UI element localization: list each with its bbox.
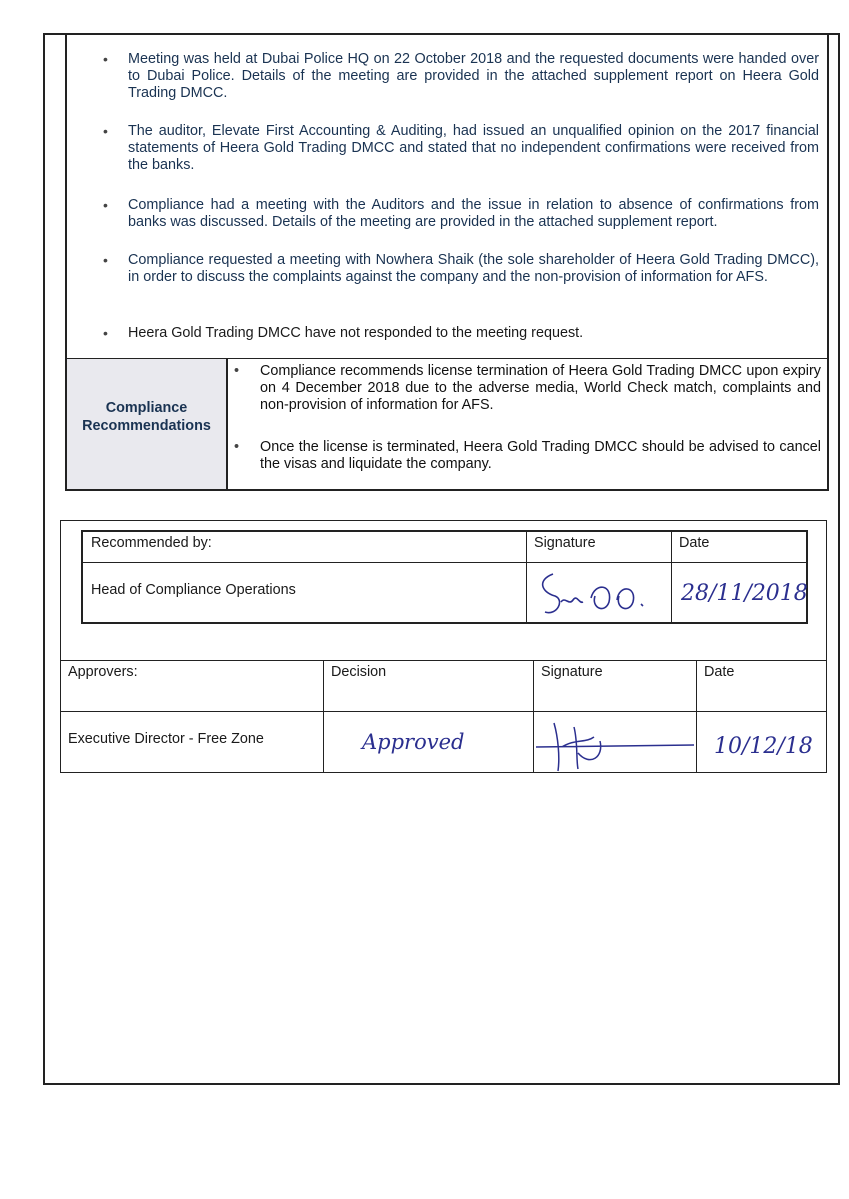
bullet-icon: • xyxy=(103,325,108,341)
bullet-text: The auditor, Elevate First Accounting & Auditing, had issued an unqualified opinion on the 2017 financial statements of Heera Gold Trading DMCC and stated that no independent confirmations were received from the banks. xyxy=(128,123,819,173)
date-header: Date xyxy=(679,535,710,551)
approver-date xyxy=(710,721,822,765)
approvers-header: Approvers: xyxy=(68,664,138,680)
approver-role: Executive Director - Free Zone xyxy=(68,731,264,747)
signature-header: Signature xyxy=(541,664,603,680)
svg-text:Approved: Approved xyxy=(362,730,465,754)
svg-text:28/11/2018: 28/11/2018 xyxy=(681,581,808,606)
signature-header: Signature xyxy=(534,535,596,551)
svg-text:10/12/18: 10/12/18 xyxy=(714,734,813,759)
recommendations-cell xyxy=(228,359,827,489)
bullet-icon: • xyxy=(103,51,108,67)
recommender-signature xyxy=(531,562,666,624)
recommendation-text: Compliance recommends license termination of Heera Gold Trading DMCC upon expiry on 4 December 2018 due to the adverse media, World Check match, complaints and non-provision of information for AFS. xyxy=(260,363,821,413)
recommendations-label: Compliance Recommendations xyxy=(82,400,211,434)
date-header: Date xyxy=(704,664,735,680)
bullet-icon: • xyxy=(103,252,108,268)
findings-cell xyxy=(67,33,827,359)
bullet-icon: • xyxy=(103,123,108,139)
recommender-role: Head of Compliance Operations xyxy=(91,582,296,598)
recommended-by-table xyxy=(81,530,808,624)
decision-header: Decision xyxy=(331,664,387,680)
approver-signature xyxy=(534,717,696,773)
approvers-table xyxy=(60,660,827,773)
bullet-icon: • xyxy=(234,439,240,455)
decision-handwriting xyxy=(356,721,486,761)
details-table xyxy=(65,33,829,491)
bullet-icon: • xyxy=(234,363,240,379)
recommendations-label-cell xyxy=(67,359,228,489)
bullet-text: Heera Gold Trading DMCC have not responded to the meeting request. xyxy=(128,325,584,341)
recommended-by-header: Recommended by: xyxy=(91,535,212,551)
bullet-text: Compliance requested a meeting with Nowhera Shaik (the sole shareholder of Heera Gold Trading DMCC), in order to discuss the complaints against the company and the non-provision of information for AFS. xyxy=(128,252,819,285)
bullet-icon: • xyxy=(103,197,108,213)
bullet-text: Meeting was held at Dubai Police HQ on 22 October 2018 and the requested documents were handed over to Dubai Police. Details of the meeting are provided in the attached supplement report on Heera Gold Trading DMCC. xyxy=(128,51,819,101)
recommender-date xyxy=(677,572,807,612)
bullet-text: Compliance had a meeting with the Auditors and the issue in relation to absence of confirmations from banks was discussed. Details of the meeting are provided in the attached supplement report. xyxy=(128,197,819,230)
recommendation-text: Once the license is terminated, Heera Gold Trading DMCC should be advised to cancel the visas and liquidate the company. xyxy=(260,439,821,472)
